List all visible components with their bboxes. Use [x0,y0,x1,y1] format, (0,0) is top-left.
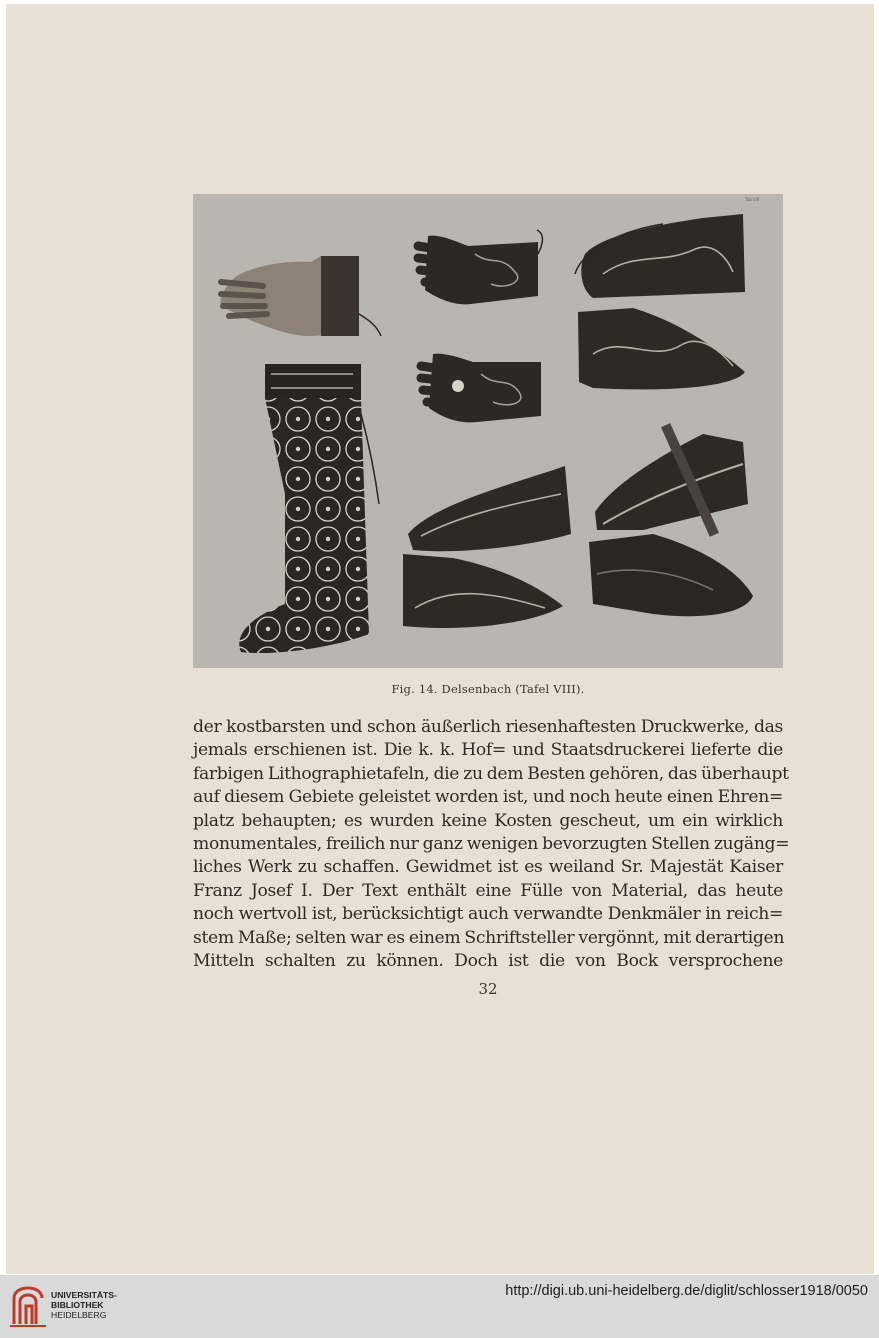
library-logo-icon [8,1284,48,1328]
text-line: noch wertvoll ist, berücksichtigt auch verwandte Denkmäler in reich= [193,904,783,925]
text-line: jemals erschienen ist. Die k. k. Hof= und Staatsdruckerei lieferte die [193,740,783,761]
library-name-line: HEIDELBERG [51,1310,107,1320]
text-line: stem Maße; selten war es einem Schriftsteller vergönnt, mit derartigen [193,927,785,948]
library-name [51,1290,117,1320]
text-line: platz behaupten; es wurden keine Kosten gescheut, um ein wirklich [193,810,783,831]
source-url-link[interactable]: http://digi.ub.uni-heidelberg.de/diglit/schlosser1918/0050 [505,1283,868,1299]
figure-caption: Fig. 14. Delsenbach (Tafel VIII). [391,682,585,696]
body-paragraph [193,716,790,973]
library-name-line: UNIVERSITÄTS- [51,1290,117,1300]
page-number: 32 [478,980,498,998]
library-footer [0,1275,879,1338]
text-line: farbigen Lithographietafeln, die zu dem Besten gehören, das überhaupt [193,763,789,784]
text-line: der kostbarsten und schon äußerlich riesenhaftesten Druckwerke, das [193,717,783,737]
figure-plate [193,194,783,668]
text-line: monumentales, freilich nur ganz wenigen bevorzugten Stellen zugäng= [193,833,790,854]
text-line: auf diesem Gebiete geleistet worden ist, und noch heute einen Ehren= [193,787,783,808]
text-line: liches Werk zu schaffen. Gewidmet ist es weiland Sr. Majestät Kaiser [193,857,783,878]
text-line: Franz Josef I. Der Text enthält eine Fülle von Material, das heute [193,880,783,901]
library-name-line: BIBLIOTHEK [51,1300,104,1310]
plate-illustration [193,194,783,668]
plate-corner-mark: Tab.VIII [745,197,760,202]
text-line: Mitteln schalten zu können. Doch ist die von Bock versprochene [193,950,783,971]
embroidered-glove [421,354,541,423]
